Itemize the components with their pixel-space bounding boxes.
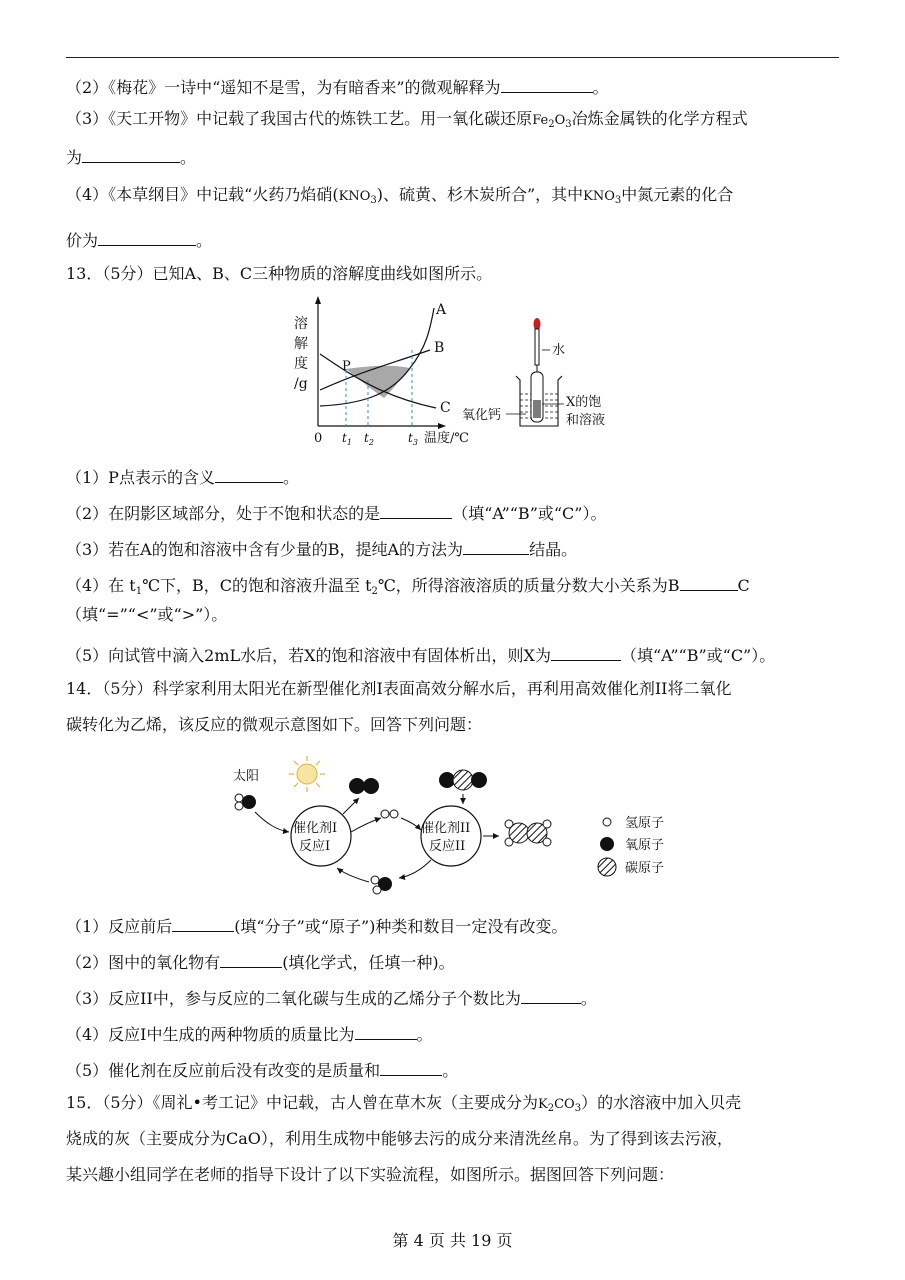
q12-part4-cont: 价为 。 <box>66 227 212 252</box>
water-label: 水 <box>552 343 566 358</box>
sun-label: 太阳 <box>233 769 260 784</box>
x-solution-label-1: X的饱 <box>566 395 602 410</box>
reaction-1-label: 反应I <box>299 839 331 854</box>
q12-part2-text: （2）《梅花》一诗中“遥知不是雪，为有暗香来”的微观解释为 <box>66 78 501 97</box>
point-p-label: P <box>342 359 351 374</box>
q14-part1: （1）反应前后 (填“分子”或“原子”)种类和数目一定没有改变。 <box>66 913 567 938</box>
t2-label: $t_2$ <box>364 431 374 447</box>
q13-part4-blank[interactable] <box>680 572 738 591</box>
ethylene-molecule <box>505 820 551 846</box>
formula-k2co3: $K_2CO_3$ <box>537 1097 582 1114</box>
q14-part3: （3）反应II中，参与反应的二氧化碳与生成的乙烯分子个数比为 。 <box>66 985 597 1010</box>
catalyst-2-label: 催化剂II <box>421 821 471 836</box>
q14-part1-blank[interactable] <box>172 913 234 932</box>
legend-hydrogen-icon <box>603 818 611 826</box>
q14-part5-blank[interactable] <box>380 1057 442 1076</box>
q13-part1: （1）P点表示的含义 。 <box>66 464 299 489</box>
x-axis-arrow <box>438 423 446 429</box>
q14-part2: （2）图中的氧化物有 (填化学式，任填一种)。 <box>66 949 455 974</box>
t3-label: $t_3$ <box>408 431 418 447</box>
q12-part3-cont: 为 。 <box>66 144 196 169</box>
q15-line1: 15．（5分）《周礼•考工记》中记载，古人曾在草木灰（主要成分为$K_2CO_3$）的水溶液中加入贝壳 <box>66 1093 742 1114</box>
q13-figure <box>280 294 640 454</box>
shaded-region <box>346 366 410 398</box>
q14-title-line2: 碳转化为乙烯，该反应的微观示意图如下。回答下列问题： <box>66 715 483 734</box>
curve-c-label: C <box>440 400 451 416</box>
q12-part4: （4）《本草纲目》中记载“火药乃焰硝$(KNO_3)$、硫黄、杉木炭所合”，其中$KNO_3$中氮元素的化合 <box>66 185 734 206</box>
legend-hydrogen-label: 氢原子 <box>625 816 665 831</box>
formula-kno3: $KNO_3$ <box>338 189 377 206</box>
legend-carbon-icon <box>598 858 616 876</box>
q12-part3: （3）《天工开物》中记载了我国古代的炼铁工艺。用一氧化碳还原$Fe_2O_3$冶炼金属铁的化学方程式 <box>66 109 748 130</box>
sun-icon <box>289 756 325 792</box>
hydrogen-molecule <box>381 810 398 818</box>
ylabel-2: 解 <box>294 336 308 352</box>
q13-title: 13．（5分）已知A、B、C三种物质的溶解度曲线如图所示。 <box>66 264 493 283</box>
q14-part4: （4）反应I中生成的两种物质的质量比为 。 <box>66 1021 433 1046</box>
t1-label: $t_1$ <box>342 431 352 447</box>
catalyst-1-label: 催化剂I <box>293 821 338 836</box>
carbon-dioxide-molecule <box>439 770 487 790</box>
header-rule <box>66 57 839 58</box>
q14-title-line1: 14．（5分）科学家利用太阳光在新型催化剂I表面高效分解水后，再利用高效催化剂II将二氧化 <box>66 679 732 698</box>
q14-part5: （5）催化剂在反应前后没有改变的是质量和 。 <box>66 1057 458 1082</box>
q13-part4: （4）在 $t_1℃$下，B，C的饱和溶液升温至 $t_2℃$，所得溶液溶质的质量分数大小关系为B C <box>66 572 750 603</box>
origin-label: 0 <box>314 431 323 446</box>
q14-part4-blank[interactable] <box>355 1021 417 1040</box>
ylabel-3: 度 <box>294 356 308 372</box>
q13-part3: （3）若在A的饱和溶液中含有少量的B，提纯A的方法为 结晶。 <box>66 536 577 561</box>
q14-part2-blank[interactable] <box>220 949 282 968</box>
q13-part3-blank[interactable] <box>463 536 529 555</box>
formula-kno3-2: $KNO_3$ <box>583 189 622 206</box>
q12-part2-blank[interactable] <box>501 74 593 93</box>
reaction-1-circle <box>291 806 351 866</box>
q13-part1-blank[interactable] <box>215 464 283 483</box>
cao-label: 氧化钙 <box>462 408 502 423</box>
xlabel: 温度/℃ <box>424 431 469 446</box>
q15-line3: 某兴趣小组同学在老师的指导下设计了以下实验流程，如图所示。据图回答下列问题： <box>66 1165 675 1184</box>
dropper <box>534 318 551 374</box>
legend-oxygen-icon <box>600 837 614 851</box>
legend-carbon-label: 碳原子 <box>625 861 665 876</box>
legend-oxygen-label: 氧原子 <box>625 838 665 853</box>
y-axis-arrow <box>315 296 321 304</box>
q13-part5-blank[interactable] <box>551 642 621 661</box>
q14-part3-blank[interactable] <box>521 985 581 1004</box>
q12-part3-blank[interactable] <box>82 144 180 163</box>
beaker <box>516 372 562 426</box>
q12-part2: （2）《梅花》一诗中“遥知不是雪，为有暗香来”的微观解释为 。 <box>66 74 609 99</box>
q12-part4-blank[interactable] <box>98 227 196 246</box>
water-molecule <box>235 794 256 810</box>
curve-b-label: B <box>434 340 445 356</box>
ylabel-4: /g <box>294 376 308 392</box>
q13-part2: （2）在阴影区域部分，处于不饱和状态的是 （填“A”“B”或“C”）。 <box>66 500 606 525</box>
q15-line2: 烧成的灰（主要成分为CaO），利用生成物中能够去污的成分来清洗丝帛。为了得到该去污液， <box>66 1129 733 1148</box>
x-solution-label-2: 和溶液 <box>566 413 606 428</box>
ylabel-1: 溶 <box>294 316 308 332</box>
formula-fe2o3: $Fe_2O_3$ <box>532 113 572 130</box>
water-molecule-product <box>371 876 392 894</box>
curve-a-label: A <box>436 302 447 318</box>
q13-part4-cont: （填“=”“<”或“>”）。 <box>66 605 228 624</box>
q14-figure <box>225 752 685 898</box>
page-footer: 第 4 页 共 19 页 <box>392 1231 513 1250</box>
q13-part2-blank[interactable] <box>380 500 452 519</box>
q13-part5: （5）向试管中滴入2mL水后，若X的饱和溶液中有固体析出，则X为 （填“A”“B”或“C”）。 <box>66 642 775 667</box>
reaction-2-circle <box>421 806 481 866</box>
reaction-2-label: 反应II <box>429 839 466 854</box>
oxygen-molecule <box>349 778 379 794</box>
